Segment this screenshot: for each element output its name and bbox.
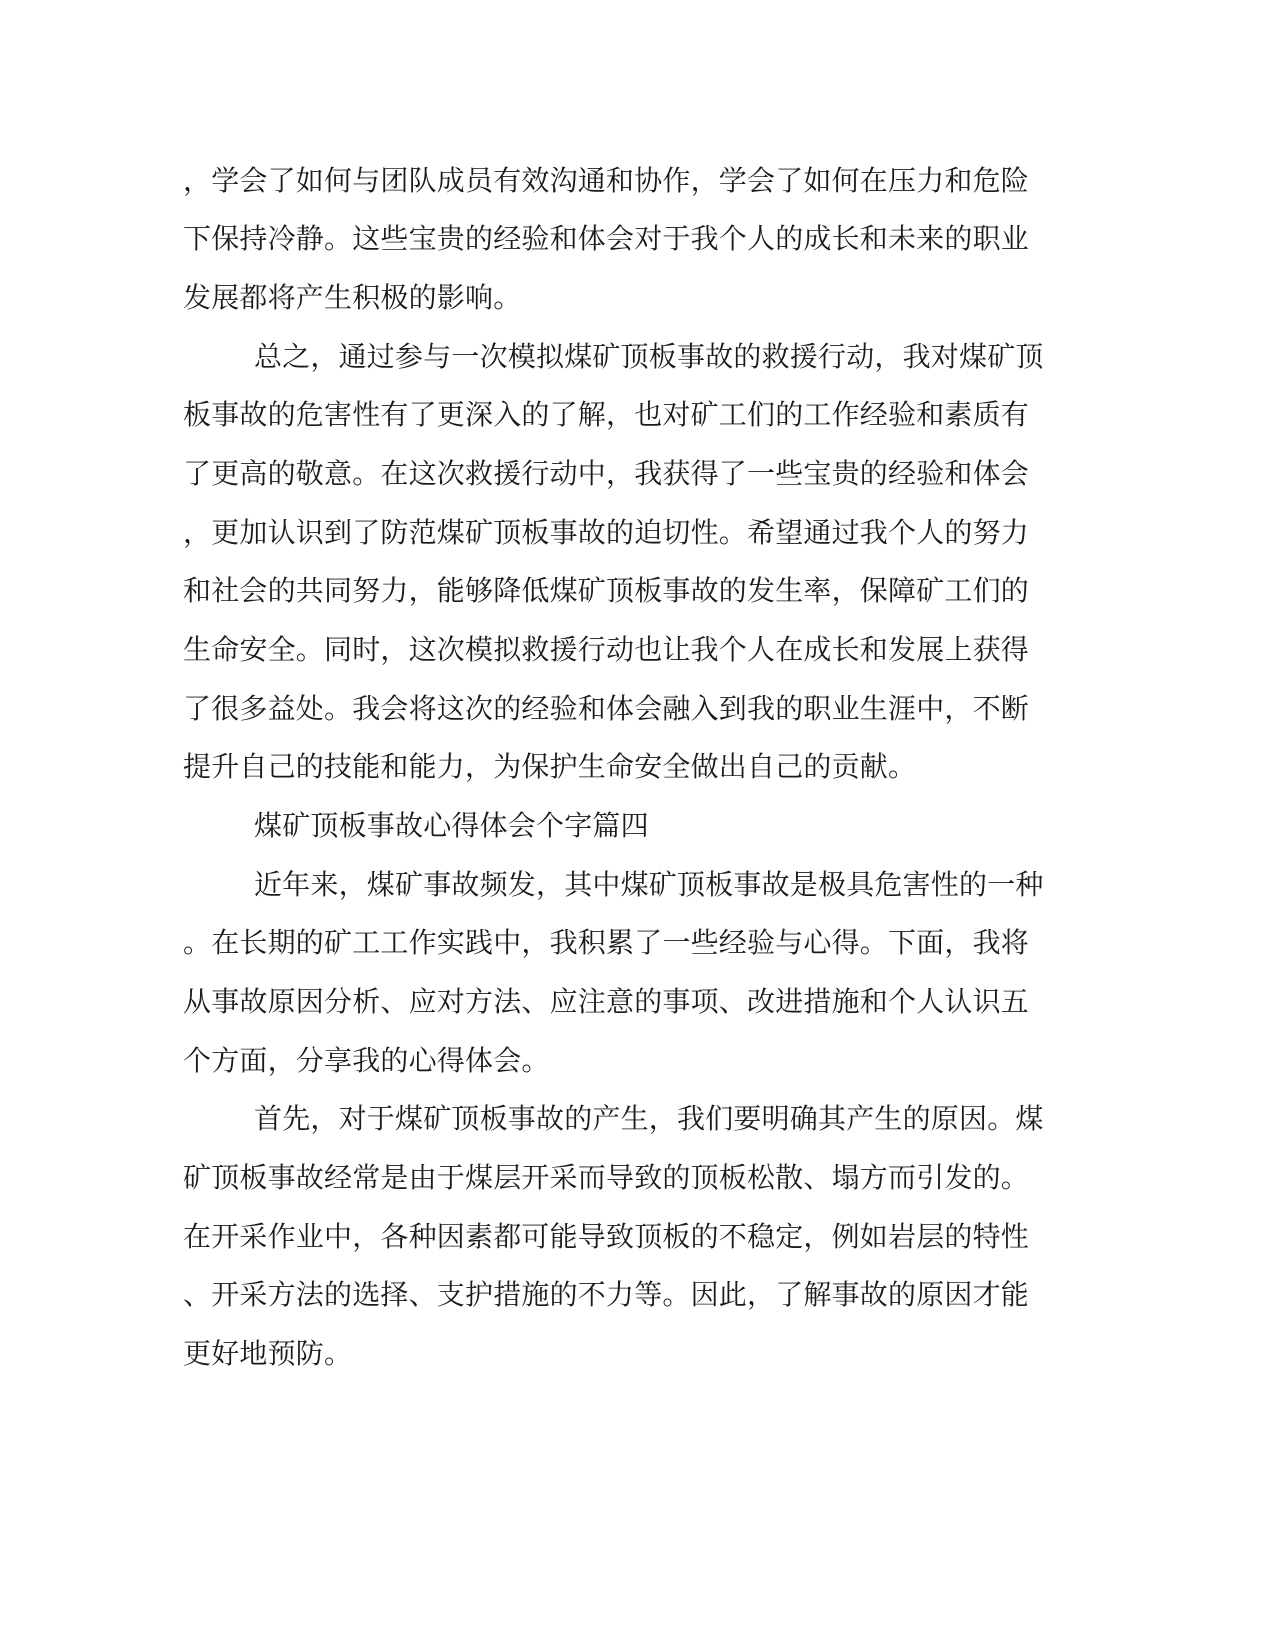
- text-line: 个方面，分享我的心得体会。: [183, 1044, 550, 1077]
- text-line: 了很多益处。我会将这次的经验和体会融入到我的职业生涯中，不断: [183, 692, 1030, 725]
- text-line: 和社会的共同努力，能够降低煤矿顶板事故的发生率，保障矿工们的: [183, 574, 1030, 607]
- section-heading: 煤矿顶板事故心得体会个字篇四: [254, 809, 649, 842]
- paragraph-start: 首先，对于煤矿顶板事故的产生，我们要明确其产生的原因。煤: [254, 1102, 1044, 1135]
- text-line: ，学会了如何与团队成员有效沟通和协作，学会了如何在压力和危险: [183, 164, 1030, 197]
- text-line: 更好地预防。: [183, 1337, 353, 1370]
- text-line: 生命安全。同时，这次模拟救援行动也让我个人在成长和发展上获得: [183, 633, 1030, 666]
- text-line: 下保持冷静。这些宝贵的经验和体会对于我个人的成长和未来的职业: [183, 222, 1030, 255]
- text-line: 板事故的危害性有了更深入的了解，也对矿工们的工作经验和素质有: [183, 398, 1030, 431]
- text-line: 了更高的敬意。在这次救援行动中，我获得了一些宝贵的经验和体会: [183, 457, 1030, 490]
- text-line: ，更加认识到了防范煤矿顶板事故的迫切性。希望通过我个人的努力: [183, 516, 1030, 549]
- text-line: 矿顶板事故经常是由于煤层开采而导致的顶板松散、塌方而引发的。: [183, 1161, 1030, 1194]
- text-line: 。在长期的矿工工作实践中，我积累了一些经验与心得。下面，我将: [183, 926, 1030, 959]
- paragraph-start: 总之，通过参与一次模拟煤矿顶板事故的救援行动，我对煤矿顶: [254, 340, 1044, 373]
- text-line: 、开采方法的选择、支护措施的不力等。因此，了解事故的原因才能: [183, 1278, 1030, 1311]
- text-line: 在开采作业中，各种因素都可能导致顶板的不稳定，例如岩层的特性: [183, 1220, 1030, 1253]
- text-line: 从事故原因分析、应对方法、应注意的事项、改进措施和个人认识五: [183, 985, 1030, 1018]
- text-line: 提升自己的技能和能力，为保护生命安全做出自己的贡献。: [183, 750, 917, 783]
- paragraph-start: 近年来，煤矿事故频发，其中煤矿顶板事故是极具危害性的一种: [254, 868, 1044, 901]
- text-line: 发展都将产生积极的影响。: [183, 281, 522, 314]
